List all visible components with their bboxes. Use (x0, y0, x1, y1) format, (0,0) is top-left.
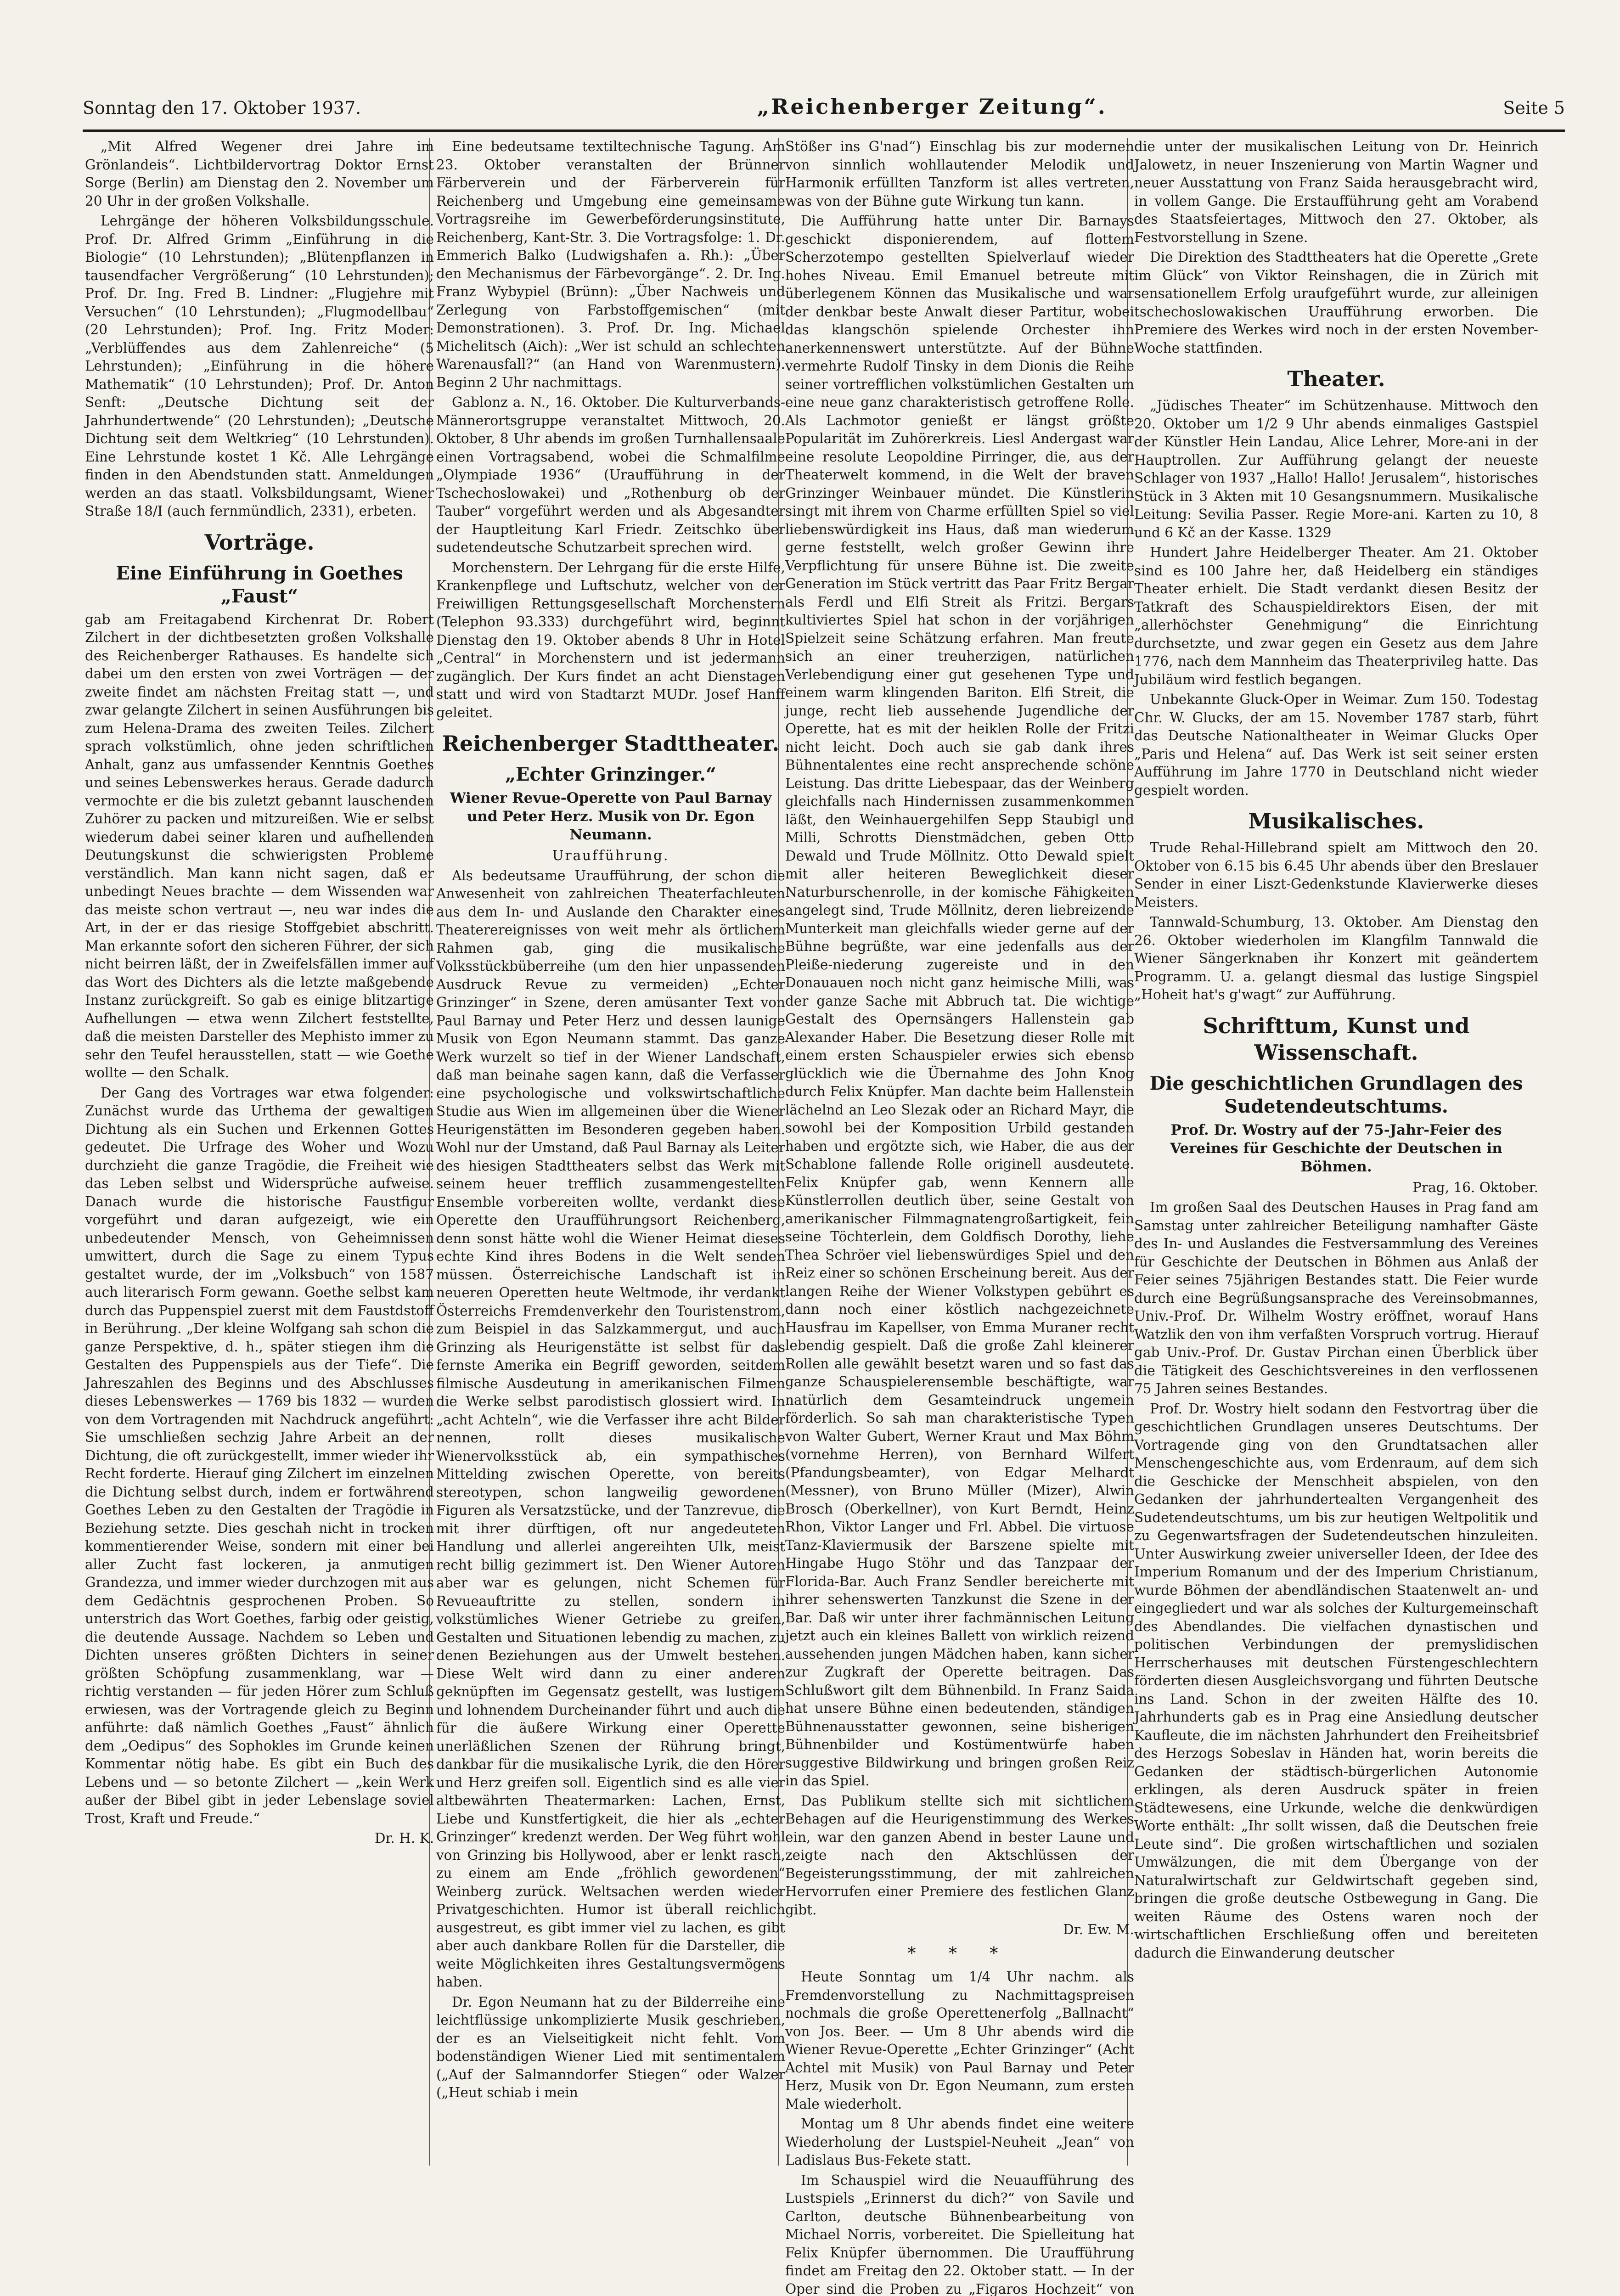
notice-groenland: „Mit Alfred Wegener drei Jahre im Grönlandeis“. Lichtbildervortrag Doktor Ernst Sorge (Berlin) am Dienstag den 2. November um 20 Uhr in der großen Volkshalle. (85, 138, 434, 210)
section-heading-schrifttum: Schrifttum, Kunst und Wissenschaft. (1134, 1013, 1538, 1066)
article-paragraph: Prof. Dr. Wostry hielt sodann den Festvortrag über die geschichtlichen Grundlagen unseres Deutschtums. Der Vortragende ging von den Grundtatsachen aller Menschengeschichte aus, vom Erdenraum, auf dem sich die Geschicke der Menschheit abspielen, von den Gedanken der jahrhundertealten Vergangenheit des Sudetendeutschtums, um bis zur heutigen Weltpolitik und zu Gegenwartsfragen der Sudetendeutschen hinzuleiten. Unter Auswirkung zweier universeller Ideen, der Idee des Imperium Romanum und der des Imperium Christianum, wurde Böhmen der abendländischen Staatenwelt an- und eingegliedert und war als solches der Kulturgemeinschaft des Abendlandes. Die vielfachen dynastischen und politischen Verbindungen der premyslidischen Herrscherhauses mit deutschen Fürstengeschlechtern förderten diesen Ausgleichsvorgang und führten Deutsche ins Land. Schon in der zweiten Hälfte des 10. Jahrhunderts gab es in Prag eine Ansiedlung deutscher Kaufleute, die im nächsten Jahrhundert den Freiheitsbrief des Herzogs Sobeslav in Händen hat, worin bereits die Gedanken der städtisch-bürgerlichen Autonomie erklingen, als deren Ausdruck später in freien Städtewesens, eine Urkunde, welche die denkwürdigen Worte enthält: „Ihr sollt wissen, daß die Deutschen freie Leute sind“. Die großen wirtschaftlichen und sozialen Umwälzungen, die mit dem Übergange von der Naturalwirtschaft zur Geldwirtschaft gegeben sind, bringen die große deutsche Ostbewegung in Gang. Die weiten Räume des Ostens waren noch der wirtschaftlichen Erschließung offen und bereiteten dadurch die Einwanderung deutscher (1134, 1400, 1538, 1963)
article-headline-grinzinger: „Echter Grinzinger.“ (436, 763, 785, 786)
notice-morchenstern: Morchenstern. Der Lehrgang für die erste Hilfe, Krankenpflege und Luftschutz, welcher von der Freiwilligen Rettungsgesellschaft Morchenstern (Telephon 93.333) durchgeführt wird, beginnt Dienstag den 19. Oktober abends 8 Uhr in Hotel „Central“ in Morchenstern und ist jedermann zugänglich. Der Kurs findet an acht Dienstagen statt und wird von Stadtarzt MUDr. Josef Hanff geleitet. (436, 559, 785, 722)
issue-date: Sonntag den 17. Oktober 1937. (83, 98, 361, 118)
ad-number: 1329 (1297, 525, 1331, 540)
author-signature: Dr. H. K. (85, 1829, 434, 1848)
section-separator: * * * (785, 1945, 1134, 1963)
article-paragraph: Das Publikum stellte sich mit sichtlichem Behagen auf die Heurigenstimmung des Werkes ein, war den ganzen Abend in bester Laune und zeigte nach den Aktschlüssen der Begeisterungsstimmung, der mit zahlreichen Hervorrufen einer Premiere des festlichen Glanz gibt. (785, 1792, 1134, 1919)
author-signature: Dr. Ew. M. (785, 1921, 1134, 1939)
article-paragraph: Die Aufführung hatte unter Dir. Barnays geschickt disponierendem, auf flottem Scherzotempo gestellten Spielverlauf wieder hohes Niveau. Emil Emanuel betreute mit überlegenem Können das Musikalische und war der denkbar beste Anwalt dieser Partitur, wobei das klangschön spielende Orchester ihn anerkennenswert unterstützte. Auf der Bühne vermehrte Rudolf Tinsky in dem Dionis die Reihe seiner vortrefflichen volkstümlichen Gestalten um eine neue ganz charakteristisch getroffene Rolle. Als Lachmotor genießt er längst größte Popularität im Zuhörerkreis. Liesl Andergast war eine resolute Leopoldine Pirringer, die, aus der Theaterwelt kommend, in die Welt der braven Grinzinger Weinbauer mündet. Die Künstlerin singt mit ihrem von Charme erfüllten Spiel so viel liebenswürdigkeit ins Haus, daß man wiederum gerne feststellt, welch großer Gewinn ihre Verpflichtung für unsere Bühne ist. Die zweite Generation im Stück vertritt das Paar Fritz Bergar als Ferdl und Elfi Streit als Fritzi. Bergars kultiviertes Spiel hat schon in der vorjährigen Spielzeit seine Schätzung erfahren. Man freute sich an einer treuherzigen, natürlichen Verlebendigung einer gut gesehenen Type und einem warm klingenden Bariton. Elfi Streit, die junge, recht lieb aussehende Jugendliche der Operette, hat es mit der heiklen Rolle der Fritzi nicht leicht. Doch auch sie gab dank ihres Bühnentalentes eine recht ansprechende schöne Leistung. Das dritte Liebespaar, das der Weinberg gleichfalls nach Hindernissen zusammenkommen läßt, den Weinhauergehilfen Sepp Staubigl und Milli, Schrotts Dienstmädchen, geben Otto Dewald und Trude Möllnitz. Otto Dewald spielt mit aller heiteren Beweglichkeit dieser Naturburschenrolle, in der komische Fähigkeiten angelegt sind, Trude Möllnitz, deren liebreizende Munterkeit man gleichfalls wieder gerne auf der Bühne begrüßte, war eine jedenfalls aus der Pleiße-niederung zugereiste und in den Donauauen noch nicht ganz heimische Milli, was der ganze Sache mit Abbruch tat. Die wichtige Gestalt des Opernsängers Hallenstein gab Alexander Haber. Die Besetzung dieser Rolle mit einem ersten Schauspieler erwies sich ebenso glücklich wie die Übernahme des John Knog durch Felix Knüpfer. Man dachte beim Hallenstein lächelnd an Leo Slezak oder an Richard Mayr, die sowohl bei der Komposition Urbild gestanden haben und ergötzte sich, wie Haber, die aus der Schablone fallende Rolle originell ausdeutete. Felix Knüpfer gab, wenn Kennern alle Künstlerrollen deutlich über, seine Gestalt von amerikanischer Filmmagnatengroßartigkeit, fein seine Töchterlein, dem Goldfisch Dorothy, liehe Thea Schröer viel liebenswürdiges Spiel und den Reiz einer so schönen Erscheinung bereit. Aus der langen Reihe der Wiener Volkstypen gebührt es dann noch einer köstlich nachgezeichnete Hausfrau im Kapellser, von Emma Muraner recht lebendig gespielt. Daß die große Zahl kleinerer Rollen alle gewählt besetzt waren und so fast das ganze Schauspielerensemble beschäftigte, war natürlich dem Gesamteindruck ungemein förderlich. So sah man charakteristische Typen von Walter Gubert, Werner Kraut und Max Böhm (vornehme Herren), von Bernhard Wilfert (Pfandungsbeamter), von Edgar Melhardt (Messner), von Bruno Müller (Mizer), Alwin Brosch (Oberkellner), von Kurt Berndt, Heinz Rhon, Viktor Langer und Frl. Abbel. Die virtuose Tanz-Klaviermusik der Barszene spielte mit Hingabe Hugo Stöhr und das Tanzpaar der Florida-Bar. Auch Franz Sendler bereicherte mit ihrer sehenswerten Tanzkunst die Szene in der Bar. Daß wir unter ihrer fachmännischen Leitung jetzt auch ein kleines Ballett von wirklich reizend aussehenden jungen Mädchen haben, kann sicher zur Zugkraft der Operette beitragen. Das Schlußwort gilt dem Bühnenbild. In Franz Saida hat unsere Bühne einen bedeutenden, ständigen Bühnenausstatter gewonnen, seine bisherigen Bühnenbilder und Kostümentwürfe haben suggestive Bildwirkung und bringen großen Reiz in das Spiel. (785, 212, 1134, 1790)
notice-juedisches-theater: „Jüdisches Theater“ im Schützenhause. Mittwoch den 20. Oktober um 1/2 9 Uhr abends einmaliges Gastspiel der Künstler Hein Landau, Alice Lehrer, More-ani in der Hauptrollen. Zur Aufführung gelangt der neueste Schlager von 1937 „Hallo! Hallo! Jerusalem“, historisches Stück in 3 Akten mit 10 Gesangsnummern. Musikalische Leitung: Sevilia Passer. Regie More-ani. Karten zu 10, 8 und 6 Kč an der Kasse. 1329 (1134, 397, 1538, 542)
newspaper-title: „Reichenberger Zeitung“. (757, 94, 1107, 119)
header-rule (83, 129, 1565, 132)
dateline: Prag, 16. Oktober. (1134, 1179, 1538, 1197)
notice-sonntag: Heute Sonntag um 1/4 Uhr nachm. als Fremdenvorstellung zu Nachmittagspreisen nochmals die große Operettenerfolg „Ballnacht“ von Jos. Beer. — Um 8 Uhr abends wird die Wiener Revue-Operette „Echter Grinzinger“ (Acht Achtel mit Musik) von Paul Barnay und Peter Herz, Musik von Dr. Egon Neumann, zum ersten Male wiederholt. (785, 1968, 1134, 2113)
article-paragraph: Im großen Saal des Deutschen Hauses in Prag fand am Samstag unter zahlreicher Beteiligung namhafter Gäste des In- und Auslandes die Festversammlung des Vereines für Geschichte der Deutschen in Böhmen aus Anlaß der Feier seines 75jährigen Bestandes statt. Die Feier wurde durch eine Begrüßungsansprache des Vereinsobmannes, Univ.-Prof. Dr. Wilhelm Wostry eröffnet, worauf Hans Watzlik den von ihm verfaßten Vorspruch vortrug. Hierauf gab Univ.-Prof. Dr. Gustav Pirchan einen Überblick über die Tätigkeit des Geschichtsvereines in den verflossenen 75 Jahren seines Bestandes. (1134, 1199, 1538, 1398)
notice-lehrgaenge: Lehrgänge der höheren Volksbildungsschule. Prof. Dr. Alfred Grimm „Einführung in die Biologie“ (10 Lehrstunden); „Blütenpflanzen in tausendfacher Vergrößerung“ (10 Lehrstunden); Prof. Dr. Ing. Fred B. Lindner: „Flugjehre mit Versuchen“ (10 Lehrstunden); „Flugmodellbau“ (20 Lehrstunden); Prof. Ing. Fritz Moder: „Verblüffendes aus dem Zahlenreiche“ (5 Lehrstunden); „Einführung in die höhere Mathematik“ (10 Lehrstunden); Prof. Dr. Anton Senft: „Deutsche Dichtung seit der Jahrhundertwende“ (20 Lehrstunden); „Deutsche Dichtung seit dem Weltkrieg“ (10 Lehrstunden). Eine Lehrstunde kostet 1 Kč. Alle Lehrgänge finden in den Abendstunden statt. Anmeldungen werden an das staatl. Volksbildungsamt, Wiener Straße 18/I (auch fernmündlich, 2331), erbeten. (85, 212, 434, 521)
article-headline-grundlagen: Die geschichtlichen Grundlagen des Sudetendeutschtums. (1134, 1072, 1538, 1118)
masthead (83, 94, 1565, 126)
notice-rehal-hillebrand: Trude Rehal-Hillebrand spielt am Mittwoch den 20. Oktober von 6.15 bis 6.45 Uhr abends über den Breslauer Sender in einer Liszt-Gedenkstunde Klavierwerke dieses Meisters. (1134, 839, 1538, 912)
column-4 (1134, 138, 1538, 2170)
notice-schauspiel: Im Schauspiel wird die Neuaufführung des Lustspiels „Erinnerst du dich?“ von Savile und Carlton, deutsche Bühnenbearbeitung von Michael Norris, vorbereitet. Die Spielleitung hat Felix Knüpfer übernommen. Die Uraufführung findet am Freitag den 22. Oktober statt. — In der Oper sind die Proben zu „Figaros Hochzeit“ von (785, 2172, 1134, 2296)
notice-tannwald: Tannwald-Schumburg, 13. Oktober. Am Dienstag den 26. Oktober wiederholen im Klangfilm Tannwald die Wiener Sängerknaben ihr Konzert mit geändertem Programm. U. a. gelangt diesmal das lustige Singspiel „Hoheit hat's g'wagt“ zur Aufführung. (1134, 913, 1538, 1004)
article-paragraph: Der Gang des Vortrages war etwa folgender: Zunächst wurde das Urthema der gewaltigen Dichtung als ein Suchen und Erkennen Gottes gedeutet. Die Urfrage des Woher und Wozu durchzieht die ganze Tragödie, die Freiheit wie das Leben selbst und Widersprüche aufweise. Danach wurde die historische Faustfigur vorgeführt und daran aufgezeigt, wie ein unbedeutender Mensch, von Geheimnissen umwittert, durch die Sage zu einem Typus gestaltet wurde, der im „Volksbuch“ von 1587 auch literarisch Form gewann. Goethe selbst kam durch das Puppenspiel zuerst mit dem Faustdstoff in Berührung. „Der kleine Wolfgang sah schon die ganze Perspektive, d. h., später stiegen ihm die Gestalten des Puppenspiels aus der Tiefe“. Die Jahreszahlen des Beginns und des Abschlusses dieses Lebenswerkes — 1769 bis 1832 — wurden von dem Vortragenden mit Nachdruck angeführt: Sie umschließen sechzig Jahre Arbeit an der Dichtung, die oft zurückgestellt, immer wieder ihr Recht forderte. Hierauf ging Zilchert im einzelnen die Dichtung selbst durch, indem er fortwährend Goethes Leben zu den Gestalten der Tragödie in Beziehung setzte. Dies geschah nicht in trocken kommentierender Weise, sondern mit einer bei aller Zucht fast lockeren, ja anmutigen Grandezza, und immer wieder durchzogen mit aus dem Gedächtnis gesprochenen Proben. So unterstrich das Wort Goethes, farbig oder geistig, die deutende Aussage. Nachdem so Leben und Dichten unseres größten Dichters in seiner größten Schöpfung zusammenklang, war — richtig verstanden — für jeden Hörer zum Schluß erwiesen, was der Vortragende gleich zu Beginn anführte: daß nämlich Goethes „Faust“ ähnlich dem „Oedipus“ des Sophokles im Grunde keinen Kommentar nötig habe. Es gibt ein Buch des Lebens und — so betonte Zilchert — „kein Werk außer der Bibel gibt in jeder Lebenslage soviel Trost, Kraft und Freude.“ (85, 1084, 434, 1828)
section-heading-theater: Theater. (1134, 366, 1538, 392)
article-paragraph: Als bedeutsame Uraufführung, der schon die Anwesenheit von zahlreichen Theaterfachleuten aus dem In- und Auslande den Charakter eines Theaterereignisses von weit mehr als örtlichem Rahmen gab, ging die musikalische Volksstückbüberreihe (um den hier unpassenden Ausdruck Revue zu vermeiden) „Echter Grinzinger“ in Szene, deren amüsanter Text von Paul Barnay und Peter Herz und dessen launige Musik von Egon Neumann stammt. Das ganze Werk wurzelt so tief in der Wiener Landschaft, daß man beinahe sagen kann, daß die Verfasser eine psychologische und volkswirtschaftliche Studie aus Wien im allgemeinen über die Wiener Heurigenstätten im Besonderen gegeben haben. Wohl nur der Umstand, daß Paul Barnay als Leiter des hiesigen Stadttheaters selbst das Werk mit seinem heuer trefflich zusammengestellten Ensemble vorbereiten wollte, verdankt diese Operette den Uraufführungsort Reichenberg, denn sonst hätte wohl die Wiener Heimat dieses echte Kind ihres Bodens in die Welt senden müssen. Österreichische Landschaft ist in neueren Operetten heute Weltmode, ihr verdankt Österreichs Fremdenverkehr den Touristenstrom, zum Beispiel in das Salzkammergut, und auch Grinzing als Heurigenstätte ist selbst für das fernste Amerika ein Begriff geworden, seitdem filmische Ausdeutung in amerikanischen Filmen die Werke selbst parodistisch glossiert wird. In „acht Achteln“, wie die Verfasser ihre acht Bilder nennen, rollt dieses musikalische Wienervolksstück ab, ein sympathisches Mittelding zwischen Operette, von bereits stereotypen, schon langweilig gewordenen Figuren als Versatzstücke, und der Tanzrevue, die mit ihrer dürftigen, oft nur angedeuteten Handlung und allerlei angereihten Ulk, meist recht billig gezimmert ist. Den Wiener Autoren aber war es gelungen, nicht Schemen für Revueauftritte zu stellen, sondern in volkstümliches Wiener Getriebe zu greifen, Gestalten und Situationen lebendig zu machen, zu denen Beziehungen aus der Umwelt bestehen. Diese Welt wird dann zu einer anderen geknüpften im Gegensatz gestellt, was lustigem und lohnendem Durcheinander führt und auch die für die äußere Wirkung einer Operette unerläßlichen Szenen der Rührung bringt, dankbar für die musikalische Lyrik, die den Hörer und Herz greifen soll. Eigentlich sind es alle vier altbewährten Theatermarken: Lachen, Ernst, Liebe und Kunstfertigkeit, die hier als „echter Grinzinger“ kredenzt werden. Der Weg führt wohl von Grinzing bis Hollywood, aber er lenkt rasch, zu einem am Ende „fröhlich gewordenen“ Weinberg zurück. Weltsachen werden wieder Privatgeschichten. Humor ist überall reichlich ausgestreut, es gibt immer viel zu lachen, es gibt aber auch dankbare Rollen für die Darsteller, die weite Möglichkeiten ihres Gestaltungsvermögens haben. (436, 867, 785, 1992)
section-heading-vortraege: Vorträge. (85, 529, 434, 556)
notice-gluck-oper: Unbekannte Gluck-Oper in Weimar. Zum 150. Todestag Chr. W. Glucks, der am 15. November 1787 starb, führt das Deutsche Nationaltheater in Weimar Glucks Oper „Paris und Helena“ auf. Das Werk ist seit seiner ersten Aufführung im Jahre 1770 in Deutschland nicht wieder gespielt worden. (1134, 691, 1538, 799)
column-1 (85, 138, 434, 2170)
column-2 (436, 138, 785, 2170)
notice-heidelberg: Hundert Jahre Heidelberger Theater. Am 21. Oktober sind es 100 Jahre her, daß Heidelberg ein ständiges Theater erhielt. Die Stadt verdankt diesen Besitz der Tatkraft des Schauspieldirektors Eisen, der mit „allerhöchster Genehmigung“ die Einrichtung durchsetzte, und zwar gegen ein Gesetz aus dem Jahre 1776, nach dem Mannheim das Theaterprivileg hatte. Das Jubiläum wird festlich begangen. (1134, 544, 1538, 689)
article-kicker: Uraufführung. (436, 847, 785, 865)
article-subheading: Prof. Dr. Wostry auf der 75-Jahr-Feier des Vereines für Geschichte der Deutschen in Böhmen. (1134, 1121, 1538, 1176)
article-subheading: Wiener Revue-Operette von Paul Barnay und Peter Herz. Musik von Dr. Egon Neumann. (436, 789, 785, 844)
column-3 (785, 138, 1134, 2170)
article-paragraph: Stößer ins G'nad“) Einschlag bis zur modernen von sinnlich wohllautender Melodik und Harmonik erfüllten Tanzform ist alles vertreten, was von der Bühne gute Wirkung tun kann. (785, 138, 1134, 210)
section-heading-stadttheater: Reichenberger Stadttheater. (436, 730, 785, 757)
article-paragraph: gab am Freitagabend Kirchenrat Dr. Robert Zilchert in der dichtbesetzten großen Volkshalle des Reichenberger Rathauses. Es handelte sich dabei um den ersten von zwei Vorträgen — der zweite findet am nächsten Freitag statt —, und zwar gelangte Zilchert in seinen Ausführungen bis zum Helena-Drama des zweiten Teiles. Zilchert sprach volkstümlich, ohne jeden schriftlichen Anhalt, ganz aus umfassender Kenntnis Goethes und seines Lebenswerkes heraus. Gerade dadurch vermochte er die bis zuletzt gebannt lauschenden Zuhörer zu packen und mitzureißen. Wie er selbst wiederum dabei seiner klaren und aufhellenden Deutungskunst die schwierigsten Probleme verständlich. Man kann nicht sagen, daß er unbedingt Neues brachte — dem Wissenden war das meiste schon vertraut —, neu war indes die Art, in der er das riesige Stoffgebiet abschritt. Man erkannte sofort den sicheren Führer, der sich nicht beirren läßt, der in Zweifelsfällen immer auf das Wort des Dichters als die letzte maßgebende Instanz zurückgreift. So gab es einige blitzartige Aufhellungen — etwa wenn Zilchert feststellte, daß die meisten Darsteller des Mephisto immer zu sehr den Teufel herausstellen, statt — wie Goethe wollte — den Schalk. (85, 611, 434, 1082)
notice-textiltagung: Eine bedeutsame textiltechnische Tagung. Am 23. Oktober veranstalten der Brünner Färberverein und der Färberverein für Reichenberg und Umgebung eine gemeinsame Vortragsreihe im Gewerbeförderungsinstitute, Reichenberg, Kant-Str. 3. Die Vortragsfolge: 1. Dr. Emmerich Balko (Ludwigshafen a. Rh.): „Über den Mechanismus der Färbevorgänge“. 2. Dr. Ing. Franz Wybypiel (Brünn): „Über Nachweis und Zerlegung von Farbstoffgemischen“ (mit Demonstrationen). 3. Prof. Dr. Ing. Michael Michelitsch (Aich): „Wer ist schuld an schlechten Warenausfall?“ (an Hand von Warenmustern). Beginn 2 Uhr nachmittags. (436, 138, 785, 392)
article-paragraph: Dr. Egon Neumann hat zu der Bilderreihe eine leichtflüssige unkomplizierte Musik geschrieben, der es an Vielseitigkeit nicht fehlt. Vom bodenständigen Wiener Lied mit sentimentalem („Auf der Salmanndorfer Stiegen“ oder Walzer („Heut schiab i mein (436, 1993, 785, 2102)
notice-grete-im-glueck: Die Direktion des Stadttheaters hat die Operette „Grete im Glück“ von Viktor Reinshagen, die in Zürich mit sensationellem Erfolg uraufgeführt wurde, zur alleinigen tschechoslowakischen Uraufführung erworben. Die Premiere des Werkes wird noch in der ersten November-Woche stattfinden. (1134, 248, 1538, 357)
section-heading-musikalisches: Musikalisches. (1134, 808, 1538, 834)
article-paragraph: die unter der musikalischen Leitung von Dr. Heinrich Jalowetz, in neuer Inszenierung von Martin Wagner und neuer Ausstattung von Franz Saida herausgebracht wird, in vollem Gange. Die Erstaufführung geht am Vorabend des Staatsfeiertages, Mittwoch den 27. Oktober, als Festvorstellung in Szene. (1134, 138, 1538, 247)
page-number: Seite 5 (1503, 98, 1565, 118)
notice-montag: Montag um 8 Uhr abends findet eine weitere Wiederholung der Lustspiel-Neuheit „Jean“ von Ladislaus Bus-Fekete statt. (785, 2115, 1134, 2170)
article-headline-faust: Eine Einführung in Goethes „Faust“ (85, 562, 434, 608)
notice-gablonz: Gablonz a. N., 16. Oktober. Die Kulturverbands-Männerortsgruppe veranstaltet Mittwoch, 20. Oktober, 8 Uhr abends im großen Turnhallensaale einen Vortragsabend, wobei die Schmalfilme „Olympiade 1936“ (Uraufführung in der Tschechoslowakei) und „Rothenburg ob der Tauber“ vorgeführt werden und als Abgesandter der Hauptleitung Karl Friedr. Zeitschko über sudetendeutsche Schutzarbeit sprechen wird. (436, 394, 785, 557)
